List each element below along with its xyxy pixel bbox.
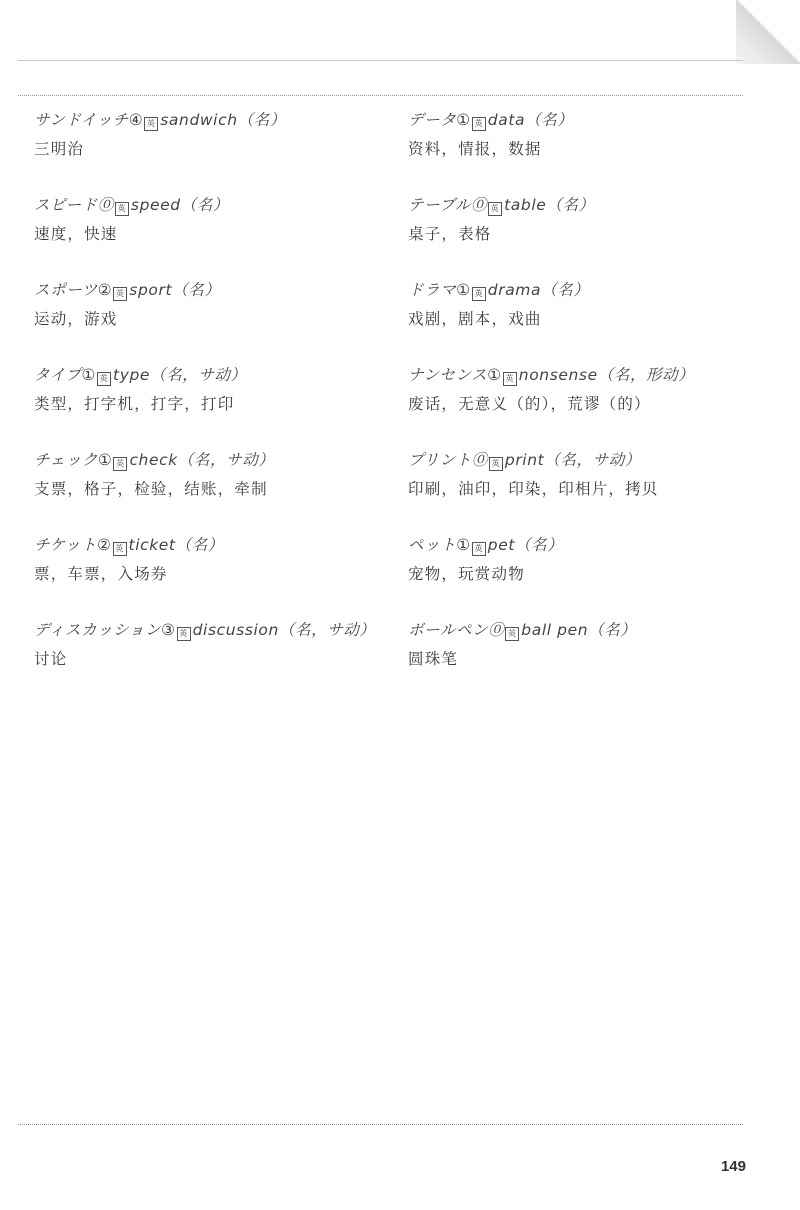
vocab-entry-sandwich [34,110,408,195]
origin-badge: 英 [144,117,158,131]
origin-badge: 英 [113,287,127,301]
origin-badge: 英 [503,372,517,386]
vocab-meaning: 印刷，油印，印染，印相片，拷贝 [408,480,659,498]
vocab-entry-nonsense [408,365,734,450]
vocab-headword: ドラマ① 英 drama（名） [408,281,590,299]
origin-badge: 英 [113,457,127,471]
vocab-headword: ペット① 英 pet（名） [408,536,564,554]
vocab-entry-table [408,195,734,280]
vocab-entry-type [34,365,408,450]
origin-badge: 英 [472,117,486,131]
vocab-headword: タイプ① 英 type（名，サ动） [34,366,247,384]
vocab-meaning: 支票，格子，检验，结账，牵制 [34,480,268,498]
vocab-meaning: 运动，游戏 [34,310,118,328]
vocab-meaning: 三明治 [34,140,85,158]
origin-badge: 英 [505,627,519,641]
origin-badge: 英 [115,202,129,216]
origin-badge: 英 [177,627,191,641]
vocab-entry-sport [34,280,408,365]
origin-badge: 英 [113,542,127,556]
page-number: 149 [720,1158,746,1175]
vocab-meaning: 宠物，玩赏动物 [408,565,525,583]
top-dotted-divider [18,95,743,96]
page-corner-fold [736,0,800,64]
vocab-headword: ボールペン⓪ 英 ball pen（名） [408,621,637,639]
vocab-meaning: 资料，情报，数据 [408,140,542,158]
vocab-meaning: 速度，快速 [34,225,118,243]
vocab-entry-ball-pen [408,620,734,705]
vocab-headword: データ① 英 data（名） [408,111,574,129]
vocab-entry-ticket [34,535,408,620]
vocab-meaning: 圆珠笔 [408,650,459,668]
vocab-headword: スピード⓪ 英 speed（名） [34,196,230,214]
vocab-meaning: 讨论 [34,650,68,668]
header-rule [18,60,743,61]
vocab-headword: チェック① 英 check（名，サ动） [34,451,275,469]
vocab-headword: ディスカッション③ 英 discussion（名，サ动） [34,621,376,639]
vocab-entry-pet [408,535,734,620]
vocab-entry-data [408,110,734,195]
vocab-headword: ナンセンス① 英 nonsense（名，形动） [408,366,695,384]
vocab-entry-check [34,450,408,535]
origin-badge: 英 [489,457,503,471]
vocab-headword: プリント⓪ 英 print（名，サ动） [408,451,641,469]
origin-badge: 英 [488,202,502,216]
vocabulary-list [34,110,734,705]
vocab-entry-speed [34,195,408,280]
vocab-headword: テーブル⓪ 英 table（名） [408,196,595,214]
origin-badge: 英 [472,542,486,556]
vocab-meaning: 废话，无意义（的），荒谬（的） [408,395,651,413]
vocab-entry-print [408,450,734,535]
vocab-headword: サンドイッチ④ 英 sandwich（名） [34,111,286,129]
vocab-headword: スポーツ② 英 sport（名） [34,281,221,299]
vocab-meaning: 桌子，表格 [408,225,492,243]
vocab-meaning: 类型，打字机，打字，打印 [34,395,235,413]
origin-badge: 英 [472,287,486,301]
vocab-headword: チケット② 英 ticket（名） [34,536,224,554]
bottom-dotted-divider [18,1124,743,1125]
vocab-meaning: 戏剧，剧本，戏曲 [408,310,542,328]
vocab-meaning: 票，车票，入场券 [34,565,168,583]
vocab-entry-drama [408,280,734,365]
origin-badge: 英 [97,372,111,386]
vocab-entry-discussion [34,620,408,705]
